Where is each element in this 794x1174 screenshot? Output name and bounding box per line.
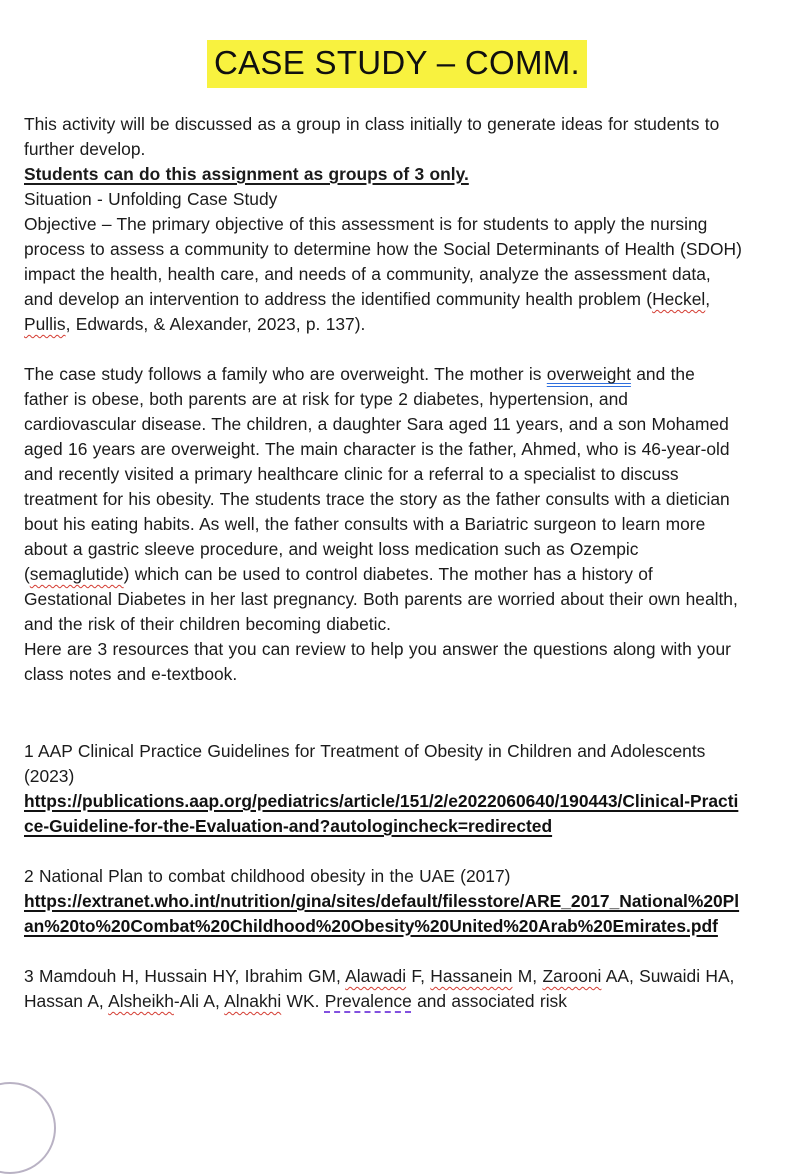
citation-text: 3 Mamdouh H, Hussain HY, Ibrahim GM,: [24, 966, 346, 986]
spellcheck-word-heckel: Heckel: [652, 289, 706, 309]
spellcheck-word-alnakhi: Alnakhi: [224, 991, 282, 1011]
resources-intro-paragraph: Here are 3 resources that you can review to help you answer the questions along with your class notes and e-textbook.: [24, 639, 731, 684]
case-study-paragraph: [24, 362, 742, 637]
page-corner-decoration: [0, 1082, 56, 1174]
citation-text: WK.: [281, 991, 325, 1011]
spellcheck-word-alawadi: Alawadi: [345, 966, 407, 986]
case-study-text: ) which can be used to control diabetes. The mother has a history of Gestational Diabetes in her last pregnancy. Both parents are worried about their own health, and the risk of their children becoming diabetic.: [24, 564, 738, 634]
citation-text: and associated risk: [411, 991, 567, 1011]
page-title: [24, 40, 770, 88]
resource-1-title: 1 AAP Clinical Practice Guidelines for Treatment of Obesity in Children and Adolescents (2023): [24, 741, 706, 786]
objective-paragraph: [24, 212, 742, 337]
spellcheck-word-hassanein: Hassanein: [430, 966, 513, 986]
case-study-block: [24, 362, 742, 687]
citation-text: F,: [406, 966, 431, 986]
spellcheck-word-semaglutide: semaglutide: [29, 564, 124, 584]
resource-3: [24, 964, 742, 1014]
resource-3-citation: [24, 964, 742, 1014]
citation-text: M,: [512, 966, 543, 986]
case-study-text: and the father is obese, both parents are at risk for type 2 diabetes, hypertension, and cardiovascular disease. The children, a daughter Sara aged 11 years, and a son Mohamed aged 16 years are overweight. The main character is the father, Ahmed, who is 46-year-old and recently visited a primary healthcare clinic for a referral to a specialist to discuss treatment for his obesity. The students trace the story as the father consults with a dietician bout his eating habits. As well, the father consults with a Bariatric surgeon to learn more about a gastric sleeve procedure, and weight loss medication such as Ozempic (: [24, 364, 730, 584]
objective-text: Objective – The primary objective of this assessment is for students to apply the nursing process to assess a community to determine how the Social Determinants of Health (SDOH) impact the health, health care, and needs of a community, analyze the assessment data, and develop an intervention to address the identified community health problem (: [24, 214, 742, 309]
citation-text: -Ali A,: [173, 991, 225, 1011]
grammar-flag-overweight: overweight: [546, 364, 631, 384]
style-flag-prevalence: Prevalence: [324, 991, 412, 1011]
intro-paragraph: This activity will be discussed as a group in class initially to generate ideas for students to further develop.: [24, 114, 720, 159]
spellcheck-word-alsheikh: Alsheikh: [108, 991, 174, 1011]
resource-1: [24, 739, 742, 839]
spellcheck-word-zarooni: Zarooni: [542, 966, 602, 986]
citation-separator: ,: [705, 289, 711, 309]
objective-text-end: , Edwards, & Alexander, 2023, p. 137).: [65, 314, 366, 334]
spellcheck-word-pullis: Pullis: [24, 314, 66, 334]
intro-block: [24, 112, 742, 337]
case-study-text: The case study follows a family who are overweight. The mother is: [24, 364, 547, 384]
resource-2-link[interactable]: https://extranet.who.int/nutrition/gina/sites/default/filesstore/ARE_2017_National%20Plan%20to%20Combat%20Childhood%20Obesity%20United%20Arab%20Emirates.pdf: [24, 891, 740, 936]
resource-2-title: 2 National Plan to combat childhood obesity in the UAE (2017): [24, 866, 511, 886]
resource-2: [24, 864, 742, 939]
situation-line: Situation - Unfolding Case Study: [24, 189, 278, 209]
groups-rule-line: Students can do this assignment as groups of 3 only.: [24, 164, 469, 184]
resource-1-link[interactable]: https://publications.aap.org/pediatrics/article/151/2/e2022060640/190443/Clinical-Practice-Guideline-for-the-Evaluation-and?autologincheck=redirected: [24, 791, 739, 836]
citation-text: AA, Suwaidi HA, Hassan A,: [24, 966, 735, 1011]
title-highlight: CASE STUDY – COMM.: [207, 40, 587, 88]
